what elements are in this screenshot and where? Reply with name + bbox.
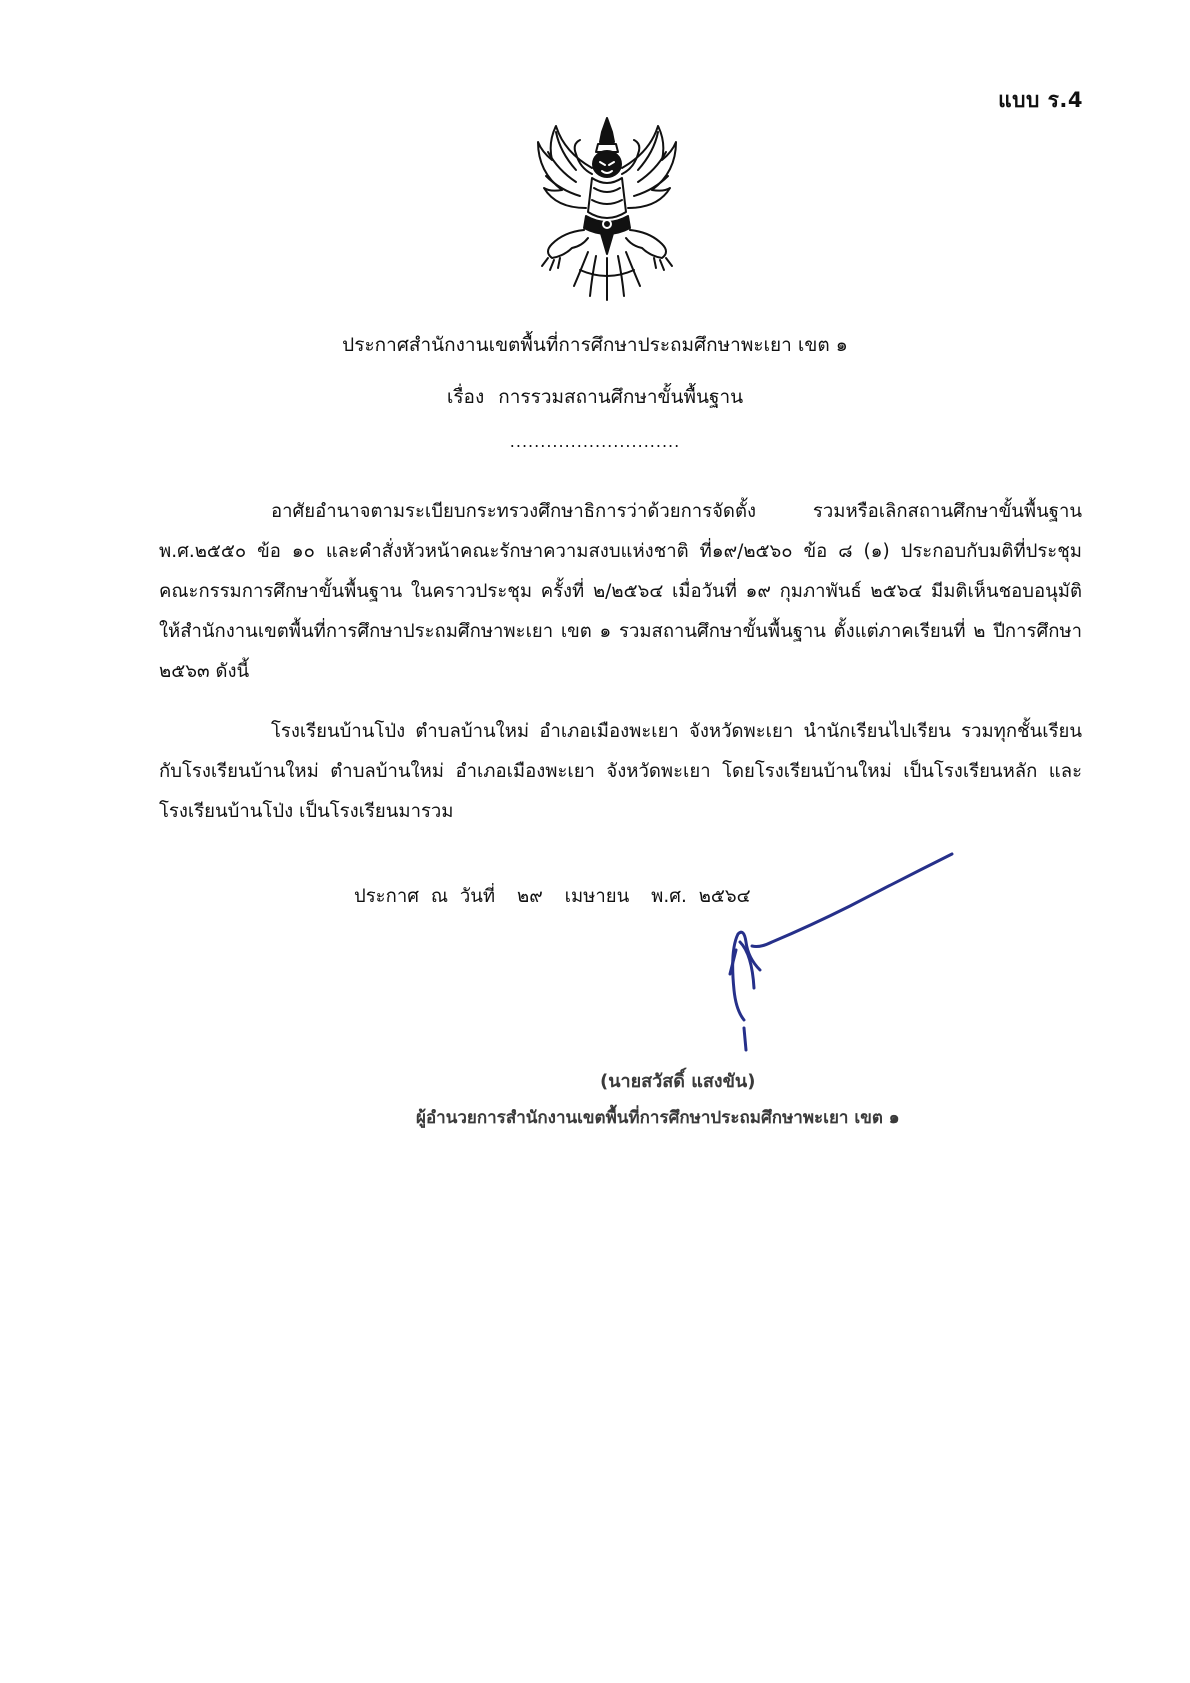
- paragraph-authority: [159, 492, 1082, 692]
- paragraph-merger-text: โรงเรียนบ้านโป่ง ตำบลบ้านใหม่ อำเภอเมืองพะเยา จังหวัดพะเยา นำนักเรียนไปเรียน รวมทุกชั้นเรียนกับโรงเรียนบ้านใหม่ ตำบลบ้านใหม่ อำเภอเมืองพะเยา จังหวัดพะเยา โดยโรงเรียนบ้านใหม่ เป็นโรงเรียนหลัก และโรงเรียนบ้านโป่ง เป็นโรงเรียนมารวม: [159, 721, 1083, 822]
- form-code: แบบ ร.4: [998, 88, 1083, 112]
- paragraph-authority-text: อาศัยอำนาจตามระเบียบกระทรวงศึกษาธิการว่าด้วยการจัดตั้ง รวมหรือเลิกสถานศึกษาขั้นพื้นฐาน พ.ศ.๒๕๕๐ ข้อ ๑๐ และคำสั่งหัวหน้าคณะรักษาความสงบแห่งชาติ ที่๑๙/๒๕๖๐ ข้อ ๘ (๑) ประกอบกับมติที่ประชุม คณะกรรมการศึกษาขั้นพื้นฐาน ในคราวประชุม ครั้งที่ ๒/๒๕๖๔ เมื่อวันที่ ๑๙ กุมภาพันธ์ ๒๕๖๔ มีมติเห็นชอบอนุมัติ ให้สำนักงานเขตพื้นที่การศึกษาประถมศึกษาพะเยา เขต ๑ รวมสถานศึกษาขั้นพื้นฐาน ตั้งแต่ภาคเรียนที่ ๒ ปีการศึกษา ๒๕๖๓ ดังนี้: [159, 501, 1082, 682]
- date-year: พ.ศ. ๒๕๖๔: [651, 886, 751, 907]
- date-prefix: ประกาศ ณ วันที่: [354, 886, 496, 907]
- subject-text: การรวมสถานศึกษาขั้นพื้นฐาน: [498, 386, 744, 408]
- signer-title: ผู้อำนวยการสำนักงานเขตพื้นที่การศึกษาประถมศึกษาพะเยา เขต ๑: [416, 1108, 900, 1128]
- date-month: เมษายน: [564, 886, 630, 907]
- garuda-emblem-icon: [530, 112, 685, 302]
- handwritten-signature: [700, 850, 960, 1060]
- announcement-issuer: ประกาศสำนักงานเขตพื้นที่การศึกษาประถมศึกษาพะเยา เขต ๑: [342, 334, 848, 356]
- signer-name: (นายสวัสดิ์ แสงขัน): [600, 1071, 756, 1092]
- announcement-subject: [0, 382, 1190, 412]
- subject-label: เรื่อง: [446, 386, 485, 408]
- separator-dots: ............................: [509, 432, 681, 451]
- date-day: ๒๙: [517, 886, 543, 907]
- paragraph-merger: [159, 712, 1082, 832]
